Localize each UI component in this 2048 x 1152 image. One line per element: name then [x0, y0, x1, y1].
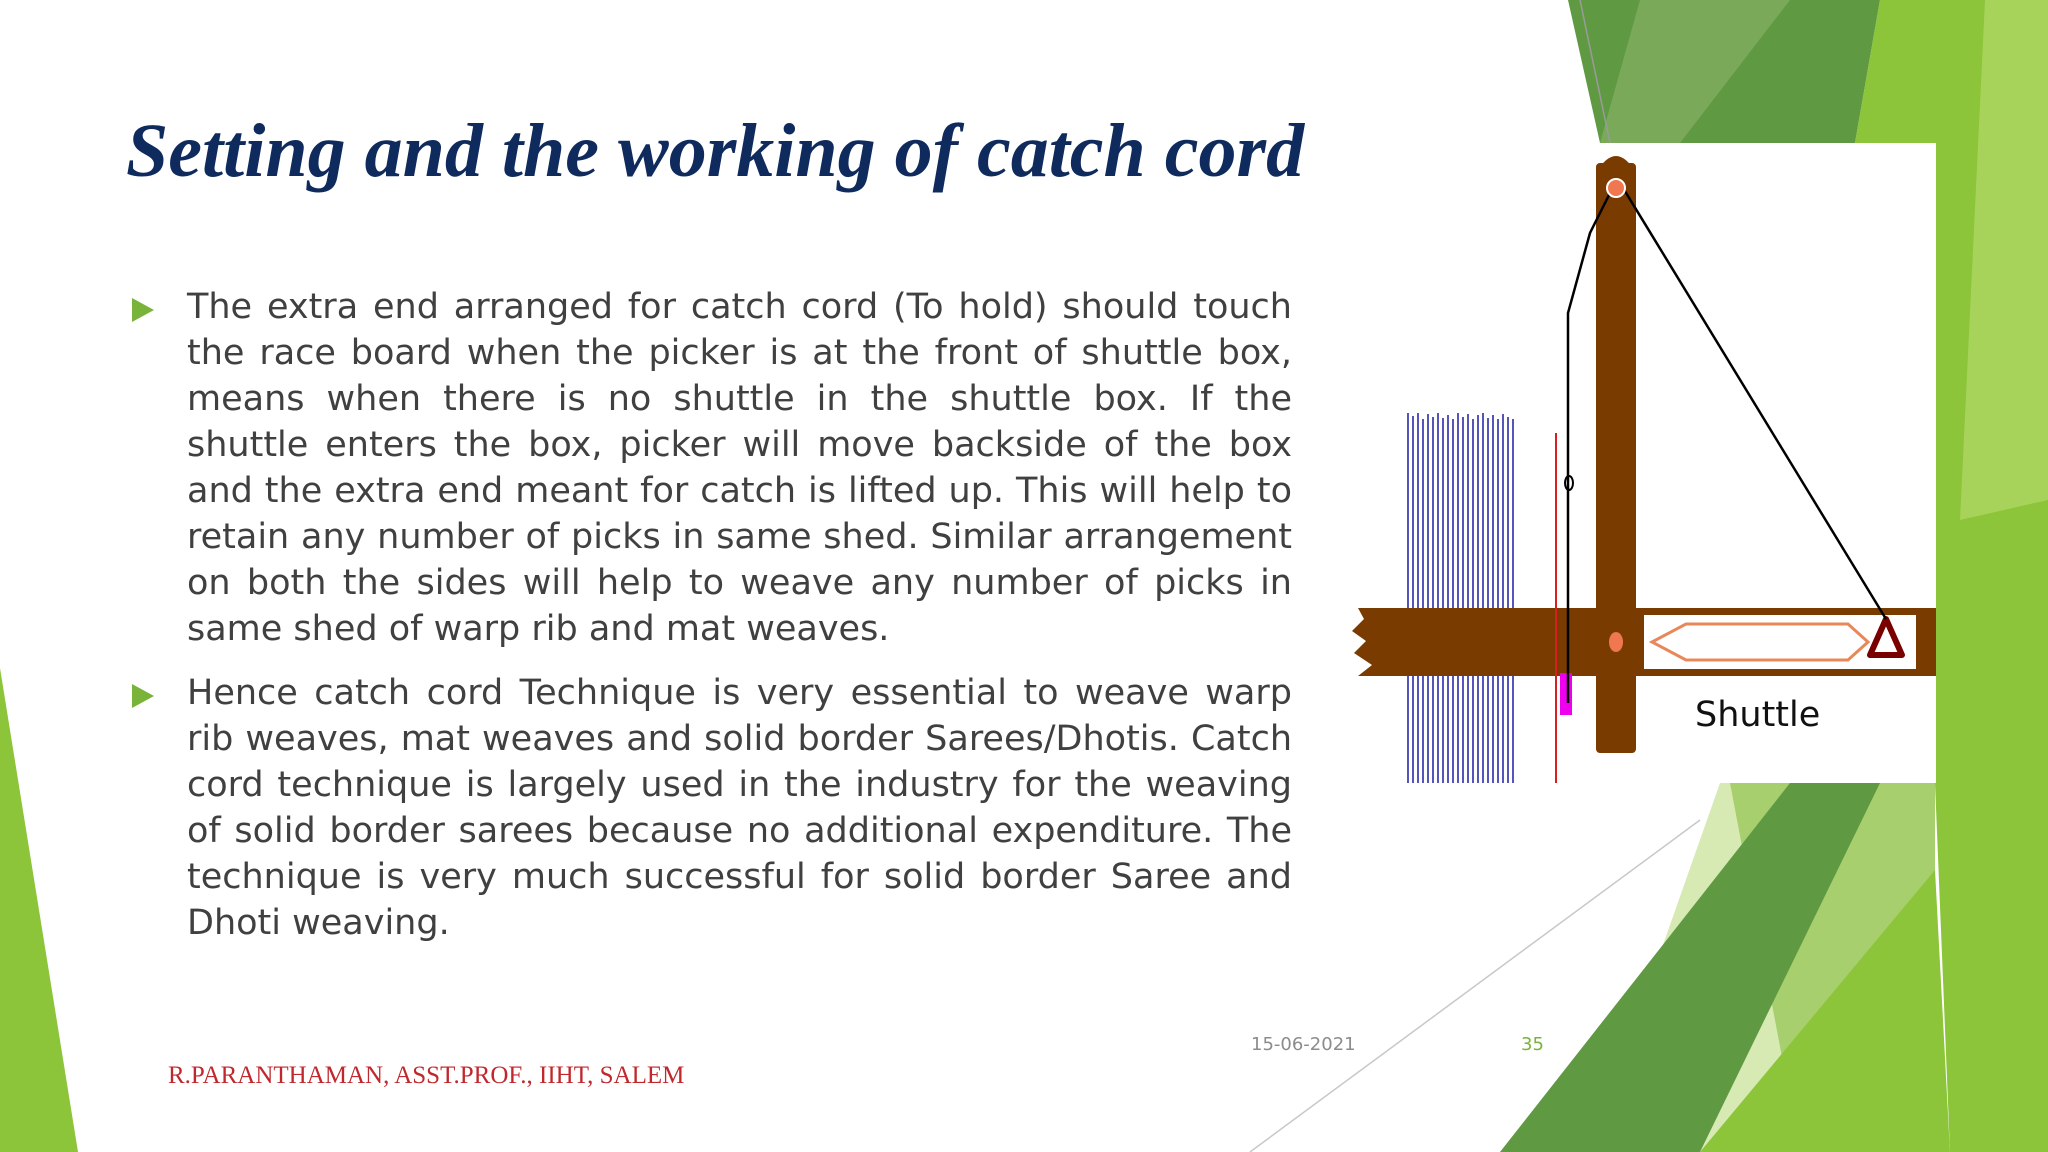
footer-author: R.PARANTHAMAN, ASST.PROF., IIHT, SALEM — [168, 1062, 685, 1089]
right-triangle-bullet-icon — [132, 298, 154, 322]
catch-end-magenta — [1560, 673, 1572, 715]
bullet-list — [130, 284, 1292, 964]
bullet-item — [130, 670, 1292, 946]
right-triangle-bullet-icon — [132, 684, 154, 708]
bullet-text: The extra end arranged for catch cord (To hold) should touch the race board when the picker is at the front of shuttle box, means when there is no shuttle in the shuttle box. If the shuttle enters the box, picker will move backside of the box and the extra end meant for catch is lifted up. This will help to retain any number of picks in same shed. Similar arrangement on both the sides will help to weave any number of picks in same shed of warp rib and mat weaves. — [187, 287, 1292, 649]
slide-title: Setting and the working of catch cord — [126, 109, 1305, 193]
pulley-bottom — [1609, 632, 1623, 652]
bullet-text: Hence catch cord Technique is very essential to weave warp rib weaves, mat weaves and solid border Sarees/Dhotis. Catch cord technique is largely used in the industry for the weaving of solid border sarees because no additional expenditure. The technique is very much successful for solid border Saree and Dhoti weaving. — [187, 673, 1292, 943]
sley-post — [1596, 163, 1636, 753]
footer-date: 15-06-2021 — [1251, 1034, 1356, 1055]
catch-cord-diagram — [1350, 143, 1936, 783]
pulley-top — [1607, 179, 1625, 197]
bullet-item — [130, 284, 1292, 652]
loom-diagram-svg — [1350, 143, 1936, 783]
diagram-panel-bg — [1450, 143, 1936, 783]
bg-left-green-sliver — [0, 668, 78, 1152]
page-number: 35 — [1521, 1034, 1544, 1055]
shuttle-label: Shuttle — [1695, 695, 1821, 735]
